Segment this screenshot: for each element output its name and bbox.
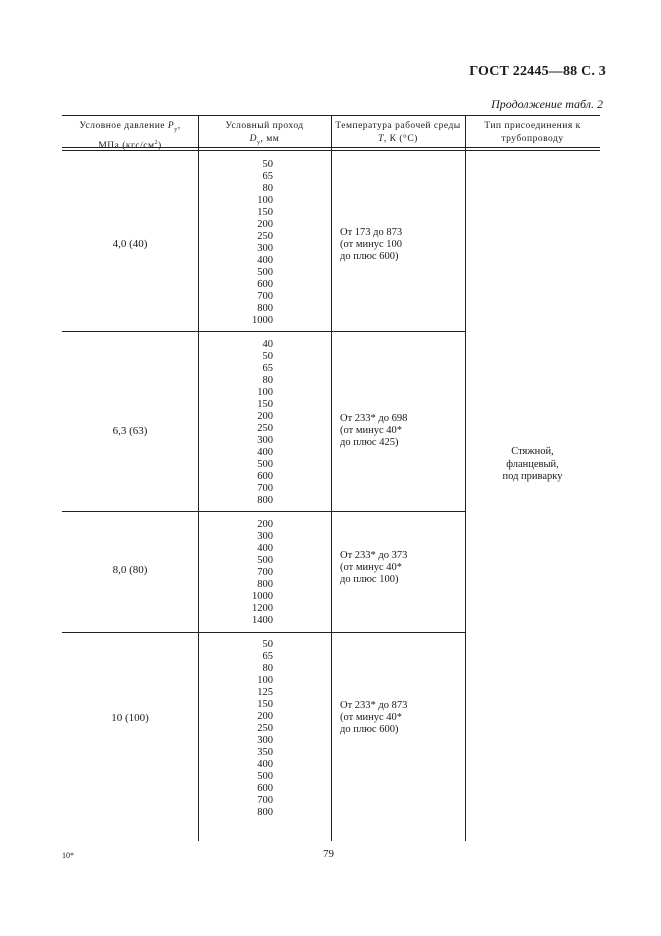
diameter-value: 400	[257, 759, 273, 770]
table-continuation-label: Продолжение табл. 2	[491, 97, 603, 111]
connection-type: Стяжной, фланцевый, под приварку	[502, 446, 563, 482]
diameter-value: 500	[257, 459, 273, 470]
diameter-value: 250	[257, 423, 273, 434]
pressure-value: 8,0 (80)	[112, 564, 148, 576]
diameter-value: 100	[257, 387, 273, 398]
diameter-value: 300	[257, 531, 273, 542]
diameter-value: 800	[257, 495, 273, 506]
column-header-connection: Тип присоединения к трубопроводу	[484, 121, 581, 144]
diameter-value: 150	[257, 207, 273, 218]
diameter-list	[220, 639, 273, 819]
footnote-mark: 10*	[62, 851, 74, 860]
diameter-value: 1200	[252, 603, 273, 614]
diameter-value: 80	[262, 183, 273, 194]
temperature-range: От 173 до 873 (от минус 100 до плюс 600)	[340, 227, 403, 262]
column-divider	[331, 115, 332, 841]
diameter-value: 400	[257, 447, 273, 458]
diameter-value: 80	[262, 375, 273, 386]
diameter-value: 300	[257, 243, 273, 254]
temperature-range: От 233* до 698 (от минус 40* до плюс 425)	[340, 413, 408, 448]
diameter-value: 700	[257, 567, 273, 578]
diameter-value: 800	[257, 807, 273, 818]
diameter-value: 200	[257, 219, 273, 230]
diameter-value: 800	[257, 303, 273, 314]
diameter-value: 80	[262, 663, 273, 674]
diameter-value: 50	[262, 351, 273, 362]
diameter-value: 100	[257, 195, 273, 206]
temperature-range: От 233* до 373 (от минус 40* до плюс 100)	[340, 550, 408, 585]
row-separator	[62, 511, 465, 512]
diameter-value: 65	[262, 651, 273, 662]
diameter-value: 250	[257, 723, 273, 734]
diameter-value: 100	[257, 675, 273, 686]
diameter-value: 1400	[252, 615, 273, 626]
diameter-value: 200	[257, 519, 273, 530]
diameter-list	[220, 339, 273, 507]
diameter-value: 50	[262, 639, 273, 650]
column-divider	[198, 115, 199, 841]
page-number: 79	[323, 848, 334, 860]
diameter-value: 700	[257, 483, 273, 494]
diameter-value: 65	[262, 171, 273, 182]
diameter-value: 1000	[252, 315, 273, 326]
diameter-value: 500	[257, 555, 273, 566]
diameter-value: 350	[257, 747, 273, 758]
diameter-list	[220, 159, 273, 327]
pressure-value: 10 (100)	[111, 712, 149, 724]
diameter-list	[220, 519, 273, 627]
diameter-value: 1000	[252, 591, 273, 602]
diameter-value: 65	[262, 363, 273, 374]
diameter-value: 800	[257, 579, 273, 590]
column-divider	[465, 115, 466, 151]
diameter-value: 600	[257, 783, 273, 794]
column-header-temperature: Температура рабочей среды T, К (°С)	[335, 121, 461, 144]
diameter-value: 40	[262, 339, 273, 350]
diameter-value: 700	[257, 291, 273, 302]
diameter-value: 600	[257, 279, 273, 290]
diameter-value: 200	[257, 711, 273, 722]
pressure-value: 4,0 (40)	[112, 238, 148, 250]
row-separator	[62, 331, 465, 332]
diameter-value: 300	[257, 735, 273, 746]
diameter-value: 400	[257, 543, 273, 554]
diameter-value: 200	[257, 411, 273, 422]
diameter-value: 300	[257, 435, 273, 446]
row-separator	[62, 632, 465, 633]
temperature-range: От 233* до 873 (от минус 40* до плюс 600)	[340, 700, 408, 735]
diameter-value: 150	[257, 699, 273, 710]
diameter-value: 700	[257, 795, 273, 806]
diameter-value: 250	[257, 231, 273, 242]
diameter-value: 150	[257, 399, 273, 410]
diameter-value: 125	[257, 687, 273, 698]
pressure-value: 6,3 (63)	[112, 425, 148, 437]
document-header: ГОСТ 22445—88 С. 3	[469, 64, 606, 79]
diameter-value: 400	[257, 255, 273, 266]
diameter-value: 600	[257, 471, 273, 482]
diameter-value: 500	[257, 267, 273, 278]
column-header-pressure: Условное давление $P_y$, $^2$	[79, 121, 181, 146]
column-header-diameter: Условный проход $D_y$, мм	[225, 121, 304, 146]
diameter-value: 50	[262, 159, 273, 170]
diameter-value: 500	[257, 771, 273, 782]
